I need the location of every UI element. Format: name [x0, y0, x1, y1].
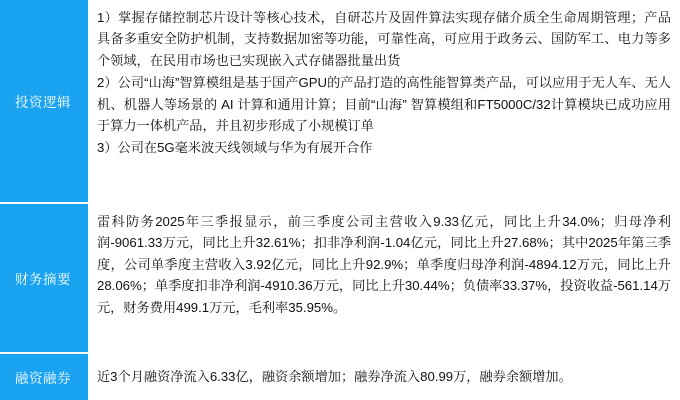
- row-content-margin-trading: [86, 354, 680, 400]
- table-row-margin-trading: [0, 354, 680, 400]
- row-content-financial-summary: [86, 204, 680, 352]
- paragraph: 2）公司“山海”智算模组是基于国产GPU的产品打造的高性能智算类产品，可以应用于无人车、无人机、机器人等场景的 AI 计算和通用计算；目前“山海” 智算模组和FT5000C/32计算模块已成功应用于算力一体机产品，并且初步形成了小规模订单: [97, 75, 671, 133]
- row-label-margin-trading: 融资融券: [0, 354, 86, 400]
- row-label-investment-logic: 投资逻辑: [0, 0, 86, 202]
- paragraph: 近3个月融资净流入6.33亿，融资余额增加；融券净流入80.99万，融券余额增加。: [97, 369, 572, 385]
- paragraph: 雷科防务2025年三季报显示，前三季度公司主营收入9.33亿元，同比上升34.0%；归母净利润-9061.33万元，同比上升32.61%；扣非净利润-1.04亿元，同比上升27.68%；其中2025年第三季度，公司单季度主营收入3.92亿元，同比上升92.9%；单季度归母净利润-4894.12万元，同比上升28.06%；单季度扣非净利润-4910.36万元，同比上升30.44%；负债率33.37%，投资收益-561.14万元，财务费用499.1万元，毛利率35.95%。: [97, 214, 671, 315]
- paragraph: 1）掌握存储控制芯片设计等核心技术，自研芯片及固件算法实现存储介质全生命周期管理；产品具备多重安全防护机制，支持数据加密等功能，可靠性高，可应用于政务云、国防军工、电力等多个领域，在民用市场也已实现嵌入式存储器批量出货: [97, 10, 671, 68]
- table-row-financial-summary: [0, 204, 680, 354]
- paragraph: 3）公司在5G毫米波天线领域与华为有展开合作: [97, 140, 373, 156]
- row-label-financial-summary: 财务摘要: [0, 204, 86, 352]
- row-content-investment-logic: [86, 0, 680, 202]
